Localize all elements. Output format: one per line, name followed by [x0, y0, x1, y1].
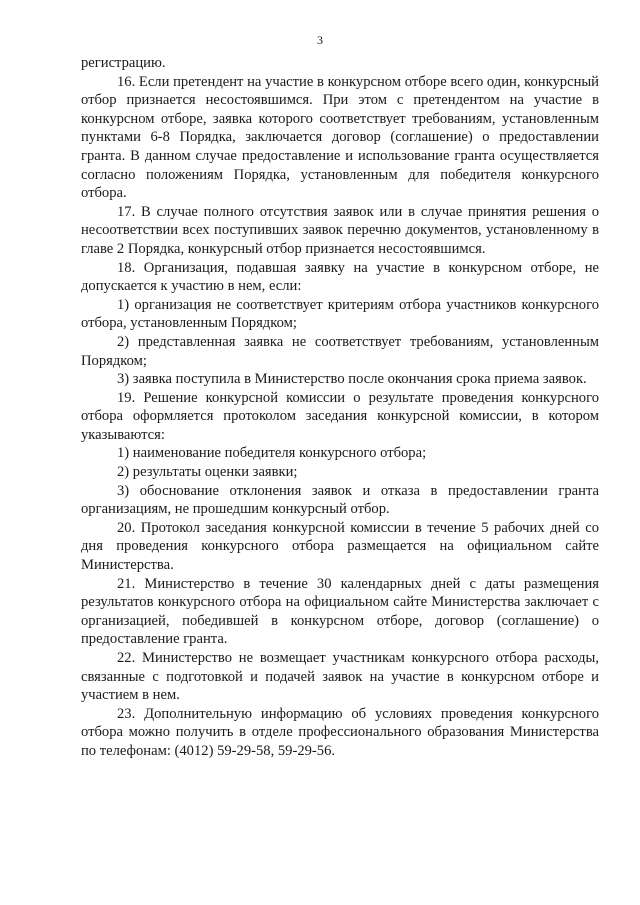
paragraph-item-19-3: 3) обоснование отклонения заявок и отказа в предоставлении гранта организациям, не прошедшим конкурсный отбор. — [81, 482, 599, 518]
paragraph-item-20: 20. Протокол заседания конкурсной комиссии в течение 5 рабочих дней со дня проведения конкурсного отбора размещается на официальном сайте Министерства. — [81, 519, 599, 574]
paragraph-item-18-1: 1) организация не соответствует критериям отбора участников конкурсного отбора, установленным Порядком; — [81, 296, 599, 332]
paragraph-continuation: регистрацию. — [81, 55, 166, 71]
document-body — [81, 54, 599, 761]
paragraph-item-16: 16. Если претендент на участие в конкурсном отборе всего один, конкурсный отбор признается несостоявшимся. При этом с претендентом на участие в конкурсном отборе, заявка которого соответствует требованиям, установленным пунктами 6-8 Порядка, заключается договор (соглашение) о предоставлении гранта. В данном случае предоставление и использование гранта осуществляется согласно положениям Порядка, установленным для победителя конкурсного отбора. — [81, 73, 599, 202]
page-number: 3 — [317, 33, 323, 47]
paragraph-item-21: 21. Министерство в течение 30 календарных дней с даты размещения результатов конкурсного отбора на официальном сайте Министерства заключает с организацией, победившей в конкурсном отборе, договор (соглашение) о предоставление гранта. — [81, 575, 599, 648]
paragraph-item-19: 19. Решение конкурсной комиссии о результате проведения конкурсного отбора оформляется протоколом заседания конкурсной комиссии, в котором указываются: — [81, 389, 599, 443]
paragraph-item-19-2: 2) результаты оценки заявки; — [117, 464, 298, 481]
paragraph-item-18-3: 3) заявка поступила в Министерство после окончания срока приема заявок. — [117, 371, 587, 388]
paragraph-item-18: 18. Организация, подавшая заявку на участие в конкурсном отборе, не допускается к участию в нем, если: — [81, 259, 599, 295]
paragraph-item-18-2: 2) представленная заявка не соответствует требованиям, установленным Порядком; — [81, 333, 599, 369]
paragraph-item-22: 22. Министерство не возмещает участникам конкурсного отбора расходы, связанные с подготовкой и подачей заявок на участие в конкурсном отборе и участием в нем. — [81, 650, 599, 704]
paragraph-item-23: 23. Дополнительную информацию об условиях проведения конкурсного отбора можно получить в отделе профессионального образования Министерства по телефонам: (4012) 59-29-58, 59-29-56. — [81, 705, 599, 759]
paragraph-item-17: 17. В случае полного отсутствия заявок или в случае принятия решения о несоответствии всех поступивших заявок перечню документов, установленному в главе 2 Порядка, конкурсный отбор признается несостоявшимся. — [81, 203, 599, 257]
paragraph-item-19-1: 1) наименование победителя конкурсного отбора; — [117, 445, 427, 462]
